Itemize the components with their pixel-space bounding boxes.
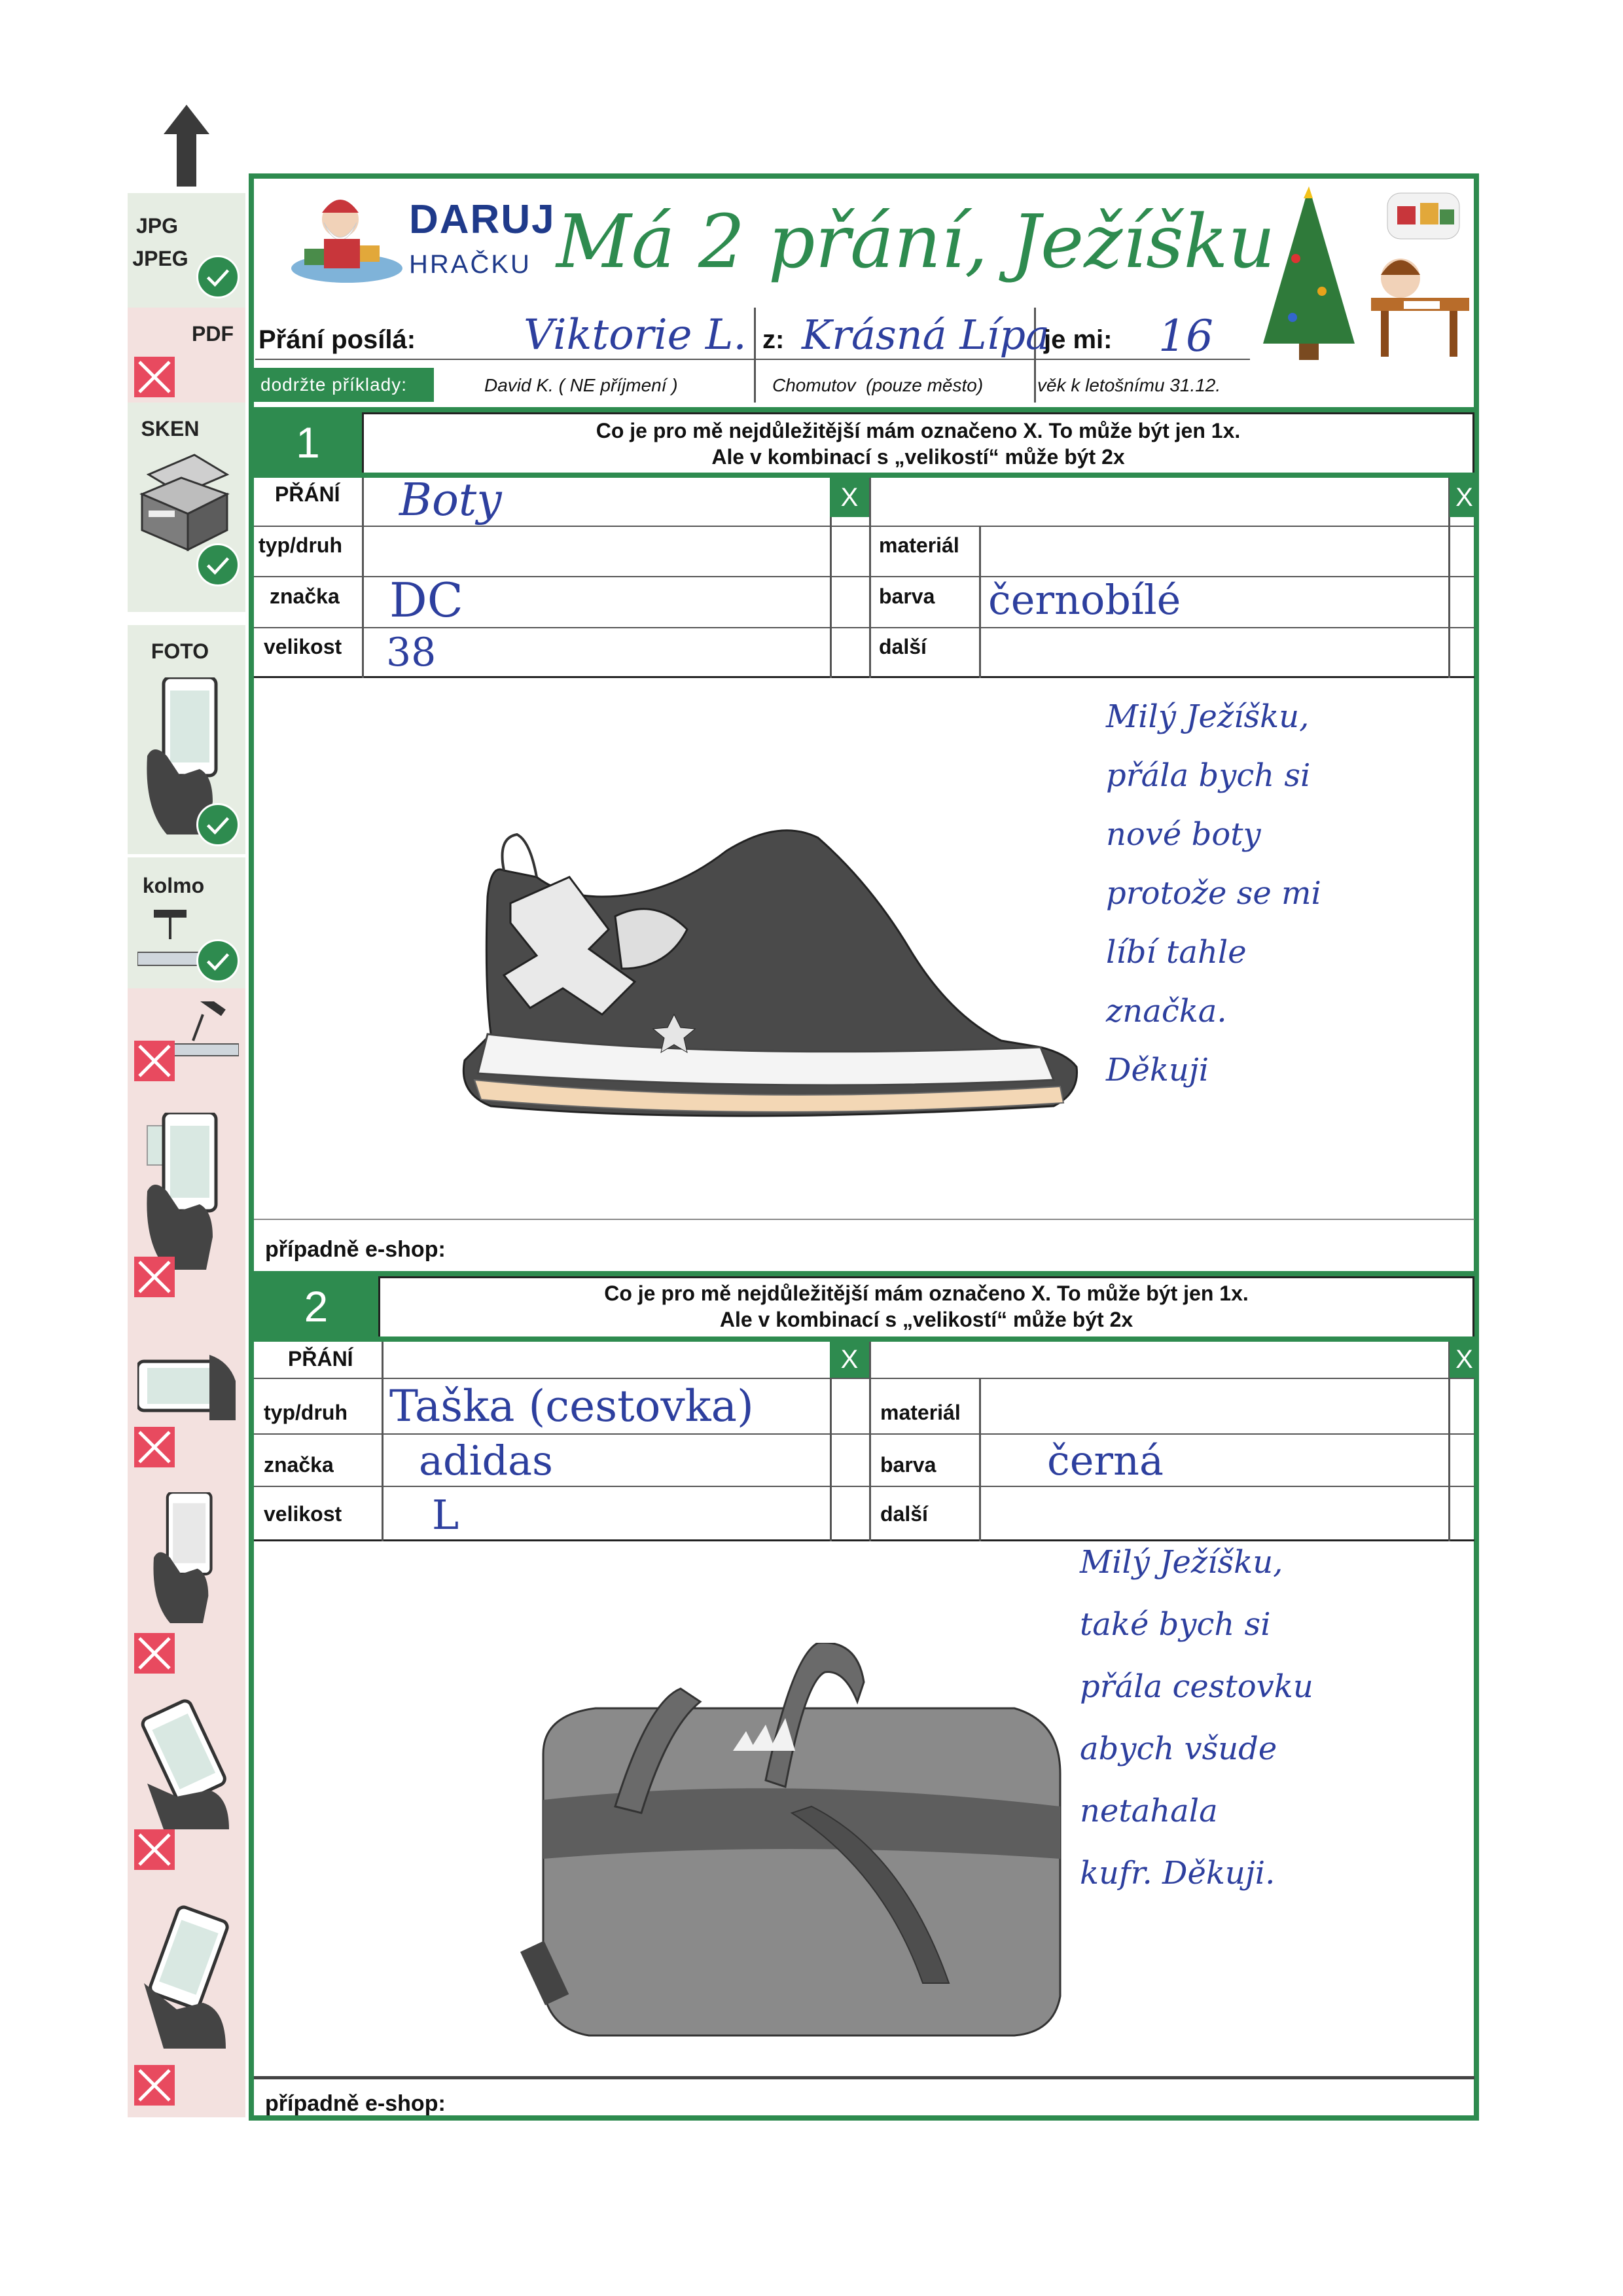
eshop-rule — [254, 2076, 1474, 2079]
eshop-label: případně e-shop: — [265, 1237, 446, 1262]
green-rule — [249, 1336, 1479, 1342]
check-icon — [196, 939, 240, 982]
instruction-line1: Co je pro mě nejdůležitější mám označeno X. To může být jen 1x. — [604, 1282, 1249, 1305]
cross-icon — [134, 1257, 175, 1297]
sidebar-blurry-no — [128, 1100, 245, 1329]
up-arrow-icon — [164, 105, 209, 187]
znacka-value: DC — [389, 573, 463, 628]
sidebar-pdf: PDF — [128, 308, 245, 403]
green-rule — [249, 407, 1479, 412]
instruction-line2: Ale v kombinací s „velikostí“ může být 2x — [711, 445, 1125, 469]
phone-photo-icon — [141, 1492, 232, 1623]
sidebar-far-no — [128, 1479, 245, 1682]
barva-value: černá — [1047, 1437, 1164, 1484]
example-age: věk k letošnímu 31.12. — [1037, 375, 1221, 395]
typ-value: Taška (cestovka) — [389, 1381, 754, 1431]
priority-x-mark-left: X — [830, 478, 869, 517]
logo-text-hracku: HRAČKU — [409, 250, 531, 279]
prani-label: PŘÁNÍ — [275, 482, 340, 506]
christmas-tree-child-icon — [1257, 180, 1472, 363]
example-city: Chomutov (pouze město) — [772, 375, 984, 395]
sidebar-landscape-no — [128, 1329, 245, 1479]
santa-logo-icon — [288, 187, 402, 285]
age-value: 16 — [1158, 311, 1213, 361]
bag-drawing — [517, 1643, 1073, 2042]
velikost-label: velikost — [264, 635, 342, 658]
velikost-label: velikost — [264, 1502, 342, 1526]
wish-number: 2 — [304, 1282, 329, 1331]
znacka-label: značka — [270, 584, 340, 608]
angled-camera-icon — [167, 1001, 239, 1060]
sidebar-sken: SKEN — [128, 403, 245, 612]
sidebar-tilted-no — [128, 1682, 245, 1878]
cross-icon — [134, 357, 175, 397]
znacka-value: adidas — [419, 1437, 553, 1484]
typ-label: typ/druh — [259, 533, 342, 557]
example-name: David K. ( NE příjmení ) — [484, 375, 678, 395]
material-label: materiál — [880, 1401, 961, 1424]
underline — [255, 359, 1250, 360]
cross-icon — [134, 1829, 175, 1870]
green-rule — [249, 1271, 1479, 1276]
velikost-value: 38 — [386, 630, 437, 675]
prani-label: PŘÁNÍ — [288, 1347, 353, 1371]
instruction-line2: Ale v kombinací s „velikostí“ může být 2x — [719, 1308, 1133, 1331]
sidebar-jpg: JPG JPEG — [128, 193, 245, 308]
sender-label: Přání posílá: — [259, 325, 416, 354]
sidebar-foto: FOTO — [128, 625, 245, 854]
cross-icon — [134, 1633, 175, 1674]
prani-value: Boty — [399, 475, 502, 526]
eshop-label: případně e-shop: — [265, 2091, 446, 2116]
material-label: materiál — [879, 533, 959, 557]
phone-tilted-icon — [137, 1698, 236, 1829]
dalsi-label: další — [880, 1502, 928, 1526]
examples-label: dodržte příklady: — [260, 374, 407, 395]
logo-text-daruj: DARUJ — [409, 197, 556, 242]
check-icon — [196, 543, 240, 586]
sidebar-kolmo: kolmo — [128, 857, 245, 988]
cross-icon — [134, 1427, 175, 1467]
instruction-line1: Co je pro mě nejdůležitější mám označeno X. To může být jen 1x. — [596, 419, 1241, 442]
barva-label: barva — [880, 1453, 936, 1477]
cross-icon — [134, 2065, 175, 2106]
phone-landscape-icon — [137, 1355, 236, 1420]
cross-icon — [134, 1041, 175, 1081]
znacka-label: značka — [264, 1453, 334, 1477]
priority-x-mark-right: X — [1450, 1342, 1479, 1378]
age-label: je mi: — [1044, 325, 1113, 354]
check-icon — [196, 803, 240, 846]
priority-x-mark-left: X — [830, 1342, 869, 1378]
page-title: Má 2 přání, Ježíšku — [556, 200, 1275, 285]
sender-name-value: Viktorie L. — [524, 311, 747, 359]
shoe-drawing — [452, 818, 1093, 1132]
phone-photo-icon — [141, 1113, 232, 1270]
from-label: z: — [762, 325, 785, 354]
eshop-rule — [254, 1219, 1474, 1220]
priority-x-mark-right: X — [1450, 478, 1479, 517]
barva-label: barva — [879, 584, 935, 608]
phone-rotated-icon — [137, 1905, 236, 2049]
dalsi-label: další — [879, 635, 927, 658]
velikost-value: L — [432, 1491, 459, 1539]
sidebar-angle-no — [128, 988, 245, 1100]
divider — [754, 308, 756, 403]
typ-label: typ/druh — [264, 1401, 348, 1424]
barva-value: černobílé — [988, 576, 1181, 624]
wish-note: Milý Ježíšku, přála bych si nové boty protože se mi líbí tahle značka. Děkuji — [1106, 698, 1321, 1088]
wish-number: 1 — [296, 418, 320, 467]
sidebar-rotated-no — [128, 1878, 245, 2117]
from-value: Krásná Lípa — [802, 311, 1050, 359]
check-icon — [196, 255, 240, 298]
wish-note: Milý Ježíšku, také bych si přála cestovku abych všude netahala kufr. Děkuji. — [1080, 1544, 1313, 1892]
